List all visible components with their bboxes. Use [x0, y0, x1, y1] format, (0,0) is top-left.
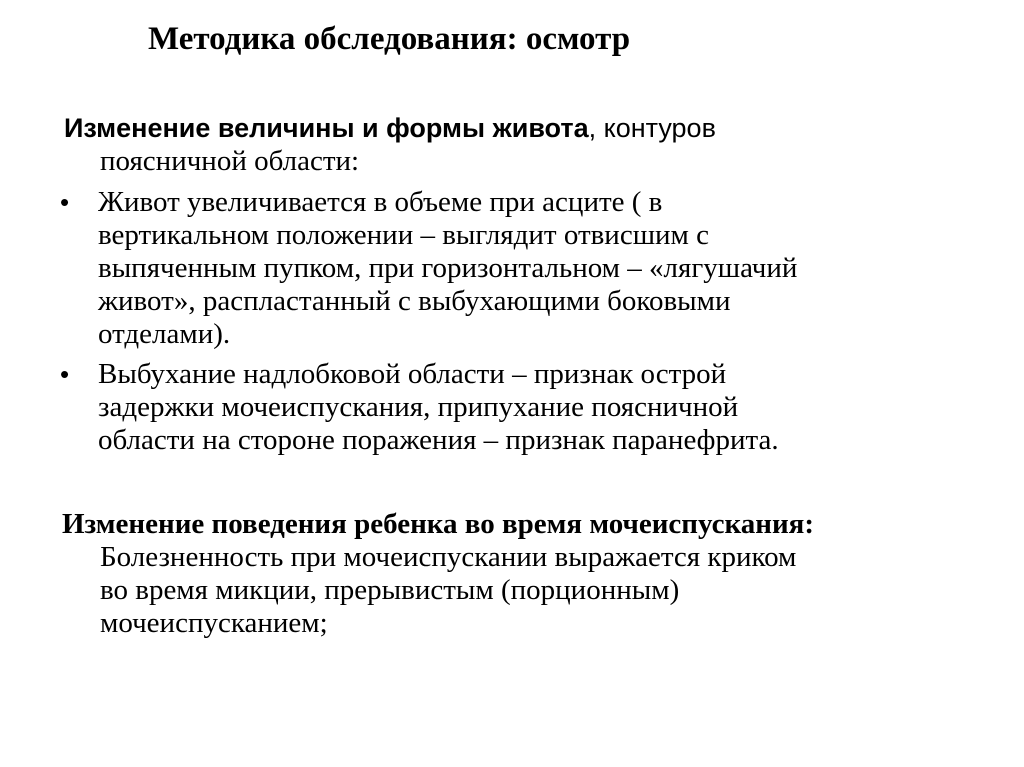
section-behavior-text — [62, 541, 962, 640]
bullet-line: Выбухание надлобковой области – признак острой — [98, 358, 727, 390]
bullet-line: отделами). — [98, 318, 231, 350]
bullet-marker: • — [60, 359, 70, 389]
section-behavior-line: Болезненность при мочеиспускании выражается криком — [100, 541, 797, 573]
section-behavior-line: во время микции, прерывистым (порционным) — [100, 574, 680, 606]
section-heading-line — [64, 112, 964, 145]
slide-title: Методика обследования: осмотр — [148, 21, 631, 57]
bullet-text — [98, 358, 948, 457]
bullet-line: живот», распластанный с выбухающими боковыми — [98, 285, 731, 317]
bullet-line: Живот увеличивается в объеме при асците ( в — [98, 186, 663, 218]
section-behavior-line: мочеиспусканием; — [100, 607, 328, 639]
bullet-marker: • — [60, 187, 70, 217]
bullet-line: области на стороне поражения – признак паранефрита. — [98, 424, 779, 456]
bullet-text — [98, 186, 948, 351]
section-heading-continuation: поясничной области: — [100, 145, 360, 177]
section-behavior-heading: Изменение поведения ребенка во время мочеиспускания: — [62, 508, 815, 540]
bullet-line: вертикальном положении – выглядит отвисшим с — [98, 219, 710, 251]
section-heading-bold: Изменение величины и формы живота — [64, 113, 589, 143]
section-behavior — [62, 508, 962, 640]
section-heading-rest: , контуров — [588, 113, 716, 143]
section-heading-size-shape — [64, 112, 964, 178]
bullet-line: выпяченным пупком, при горизонтальном – «лягушачий — [98, 252, 798, 284]
bullet-line: задержки мочеиспускания, припухание поясничной — [98, 391, 739, 423]
